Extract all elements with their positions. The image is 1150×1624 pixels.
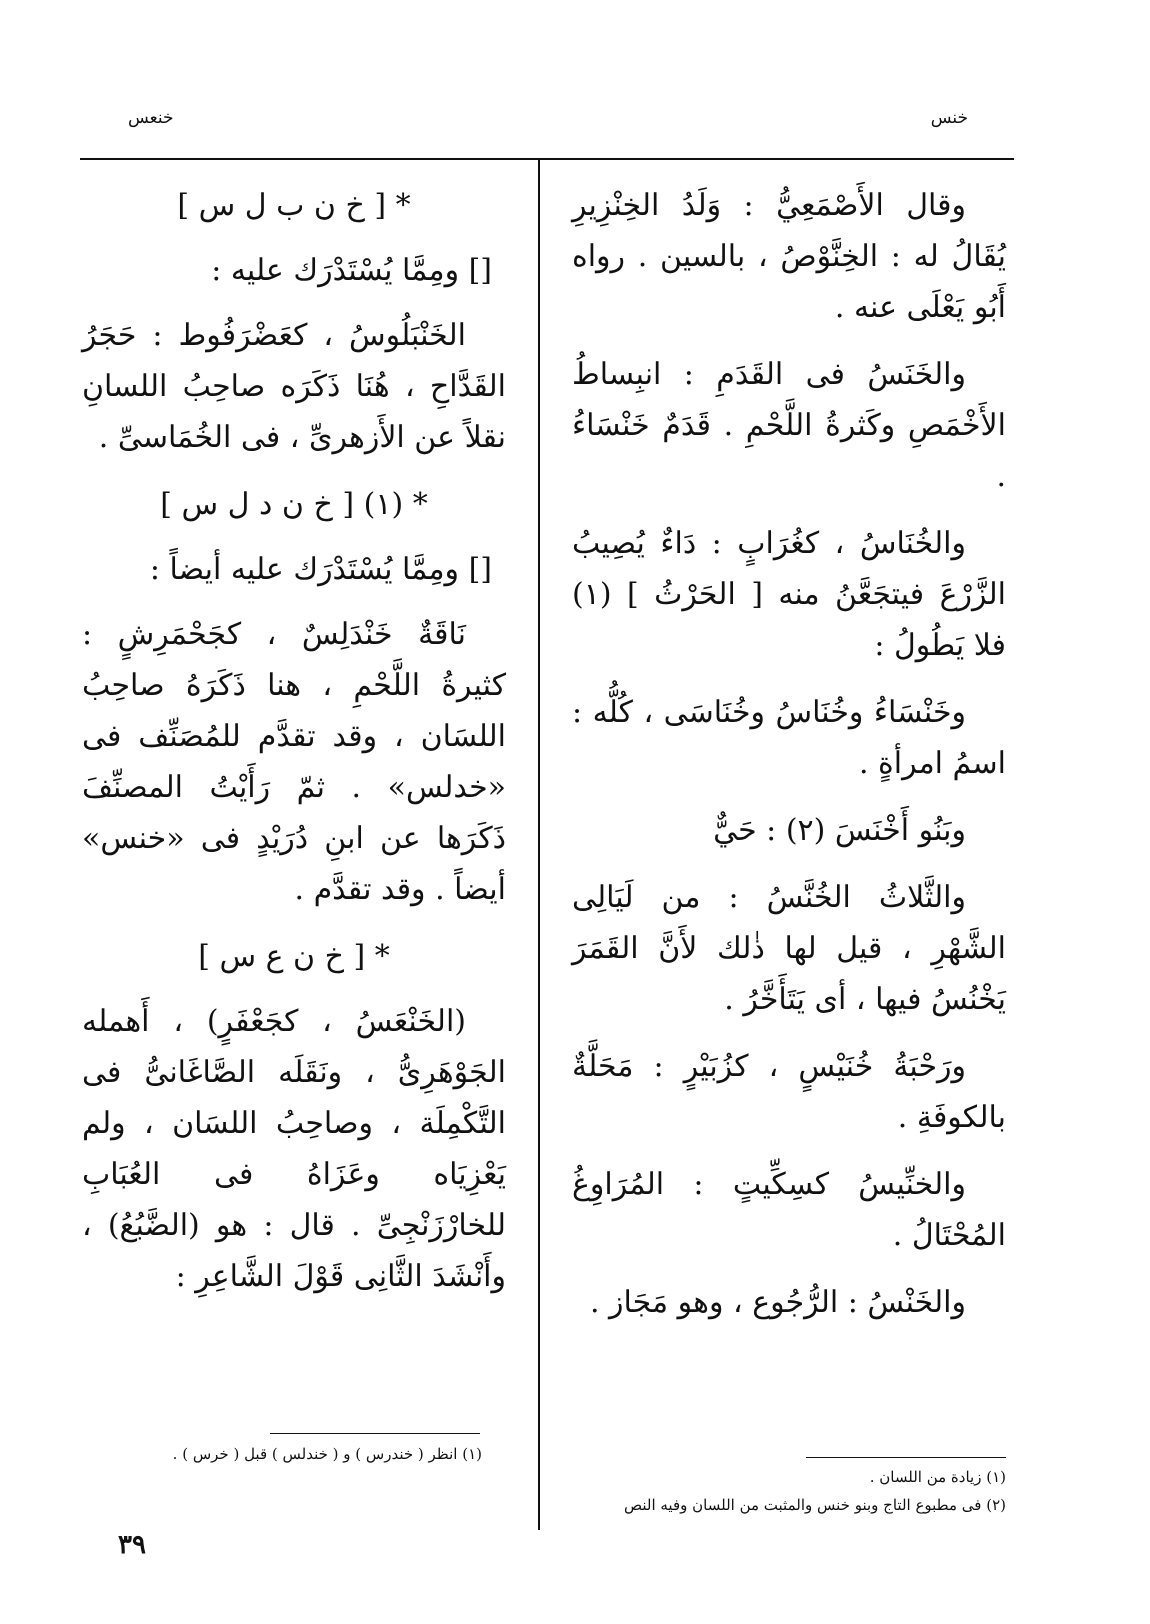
entry-subheading: [] ومِمَّا يُسْتَدْرَك عليه أيضاً : bbox=[149, 552, 492, 587]
paragraph: والثَّلاثُ الخُنَّسُ : من لَيَالِى الشَّهْرِ ، قيل لها ذٰلك لأَنَّ القَمَرَ يَخْنُسُ فيها ، أى يَتَأَخَّرُ . bbox=[572, 880, 1006, 1017]
paragraph: الخَنْبَلُوسُ ، كعَضْرَفُوط : حَجَرُ القَدَّاحِ ، هُنَا ذَكَرَه صاحِبُ اللسانِ نقلاً عن الأَزهرىِّ ، فى الخُمَاسىِّ . bbox=[82, 318, 506, 455]
entry-heading: * [ خ ن ع س ] bbox=[198, 939, 390, 974]
paragraph: والخُنَاسُ ، كغُرَابٍ : دَاءٌ يُصِيبُ الزَّرْعَ فيتجَعَّنُ منه [ الحَرْثُ ] (١) فلا يَطُولُ : bbox=[572, 526, 1006, 663]
paragraph: والخنِّيسُ كسِكِّيتٍ : المُرَاوِغُ المُحْتَالُ . bbox=[572, 1167, 1006, 1253]
footnotes-right bbox=[572, 1463, 1006, 1519]
column-divider bbox=[538, 160, 540, 1530]
running-head-right: خنس bbox=[930, 108, 968, 128]
paragraph: ورَحْبَةُ خُنَيْسٍ ، كزُبَيْرٍ : مَحَلَّةٌ بالكوفَةِ . bbox=[572, 1049, 1006, 1135]
paragraph: وبَنُو أَخْنَسَ (٢) : حَيٌّ bbox=[713, 813, 966, 848]
paragraph: (الخَنْعَسُ ، كجَعْفَرٍ) ، أَهمله الجَوْهَرِىُّ ، ونَقَلَه الصَّاغَانىُّ فى التَّكْمِلَة ، وصاحِبُ اللسَان ، ولم يَعْزِيَاه وعَزَاهُ فى العُبَابِ للخارْزَنْجِىِّ . قال : هو (الضَّبُعُ) ، وأَنْشَدَ الثَّانِى قَوْلَ الشَّاعِرِ : bbox=[82, 1004, 506, 1294]
paragraph: والخَنَسُ فى القَدَمِ : انبِساطُ الأَخْمَصِ وكَثرةُ اللَّحْمِ . قَدَمٌ خَنْسَاءُ . bbox=[572, 357, 1006, 494]
entry-heading: * (١) [ خ ن د ل س ] bbox=[160, 487, 428, 522]
right-column bbox=[572, 180, 1006, 1344]
paragraph: وخَنْسَاءُ وخُنَاسُ وخُنَاسَى ، كُلُّه : اسمُ امرأةٍ . bbox=[572, 695, 1006, 781]
footnote: (١) انظر ( خندرس ) و ( خندلس ) قبل ( خرس ) . bbox=[172, 1445, 482, 1463]
footnote-rule-right bbox=[806, 1457, 1006, 1458]
footnote: (١) زيادة من اللسان . bbox=[869, 1468, 1006, 1486]
footnotes-left bbox=[82, 1440, 482, 1468]
paragraph: والخَنْسُ : الرُّجُوع ، وهو مَجَاز . bbox=[589, 1285, 966, 1320]
footnote: (٢) فى مطبوع التاج وبنو خنس والمثبت من اللسان وفيه النص bbox=[623, 1496, 1006, 1514]
entry-subheading: [] ومِمَّا يُسْتَدْرَك عليه : bbox=[211, 253, 492, 288]
left-column bbox=[82, 180, 506, 1318]
paragraph: وقال الأَصْمَعِيُّ : وَلَدُ الخِنْزِيرِ يُقَالُ له : الخِنَّوْصُ ، بالسين . رواه أَبُو يَعْلَى عنه . bbox=[572, 188, 1006, 325]
paragraph: نَاقَةٌ خَنْدَلِسٌ ، كجَحْمَرِشٍ : كثيرةُ اللَّحْمِ ، هنا ذَكَرَهُ صاحِبُ اللسَان ، وقد تقدَّم للمُصَنِّف فى «خدلس» . ثمّ رَأَيْتُ المصنِّفَ ذَكَرَها عن ابنِ دُرَيْدٍ فى «خنس» أيضاً . وقد تقدَّم . bbox=[82, 617, 506, 907]
running-head-left: خنعس bbox=[128, 108, 174, 128]
entry-heading: * [ خ ن ب ل س ] bbox=[177, 188, 411, 223]
header-rule bbox=[80, 158, 1014, 160]
footnote-rule-left bbox=[270, 1433, 480, 1434]
page-number: ٣٩ bbox=[118, 1530, 146, 1560]
